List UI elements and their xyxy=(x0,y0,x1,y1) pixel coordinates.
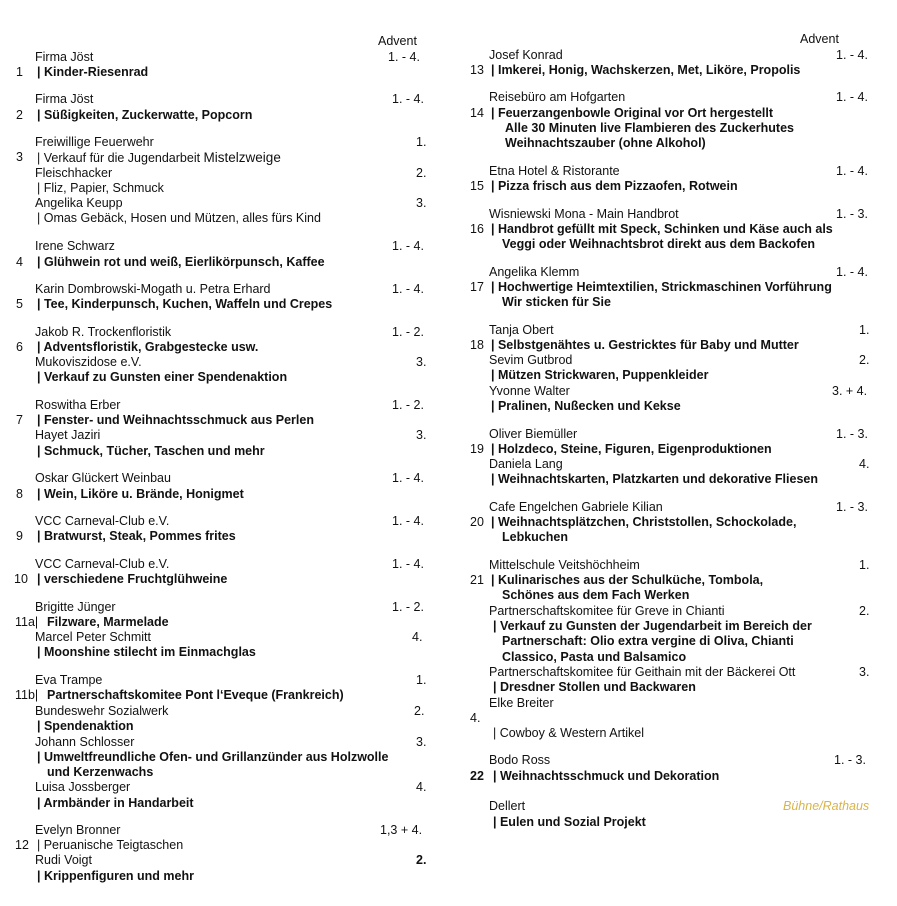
stand-number: 9 xyxy=(16,529,23,543)
vendor-description-cont: Partnerschaft: Olio extra vergine di Oliva, Chianti xyxy=(502,634,794,648)
vendor-name: Mittelschule Veitshöchheim xyxy=(489,558,640,572)
vendor-name: Johann Schlosser xyxy=(35,735,135,749)
vendor-days: 1. xyxy=(859,558,870,572)
vendor-description: | Hochwertige Heimtextilien, Strickmaschinen Vorführung xyxy=(491,280,832,294)
vendor-days: 1. - 4. xyxy=(836,265,868,279)
vendor-days: 1. - 2. xyxy=(392,398,424,412)
vendor-description: | Schmuck, Tücher, Taschen und mehr xyxy=(37,444,265,458)
stand-number: 4. xyxy=(470,711,481,725)
vendor-days: 1. - 4. xyxy=(392,514,424,528)
vendor-days: 1,3 + 4. xyxy=(380,823,423,837)
vendor-days: 1. - 3. xyxy=(834,753,866,767)
stand-number: 14 xyxy=(470,106,484,120)
vendor-description: | Dresdner Stollen und Backwaren xyxy=(493,680,696,694)
vendor-days: 3. xyxy=(416,735,427,749)
vendor-description-cont: und Kerzenwachs xyxy=(47,765,154,779)
vendor-days: 1. - 3. xyxy=(836,427,868,441)
stand-number: 19 xyxy=(470,442,484,456)
vendor-description: | Armbänder in Handarbeit xyxy=(37,796,194,810)
vendor-description: | Bratwurst, Steak, Pommes frites xyxy=(37,529,236,543)
vendor-days: 1. - 4. xyxy=(392,557,424,571)
vendor-description: | Pralinen, Nußecken und Kekse xyxy=(491,399,681,413)
vendor-description: | Pizza frisch aus dem Pizzaofen, Rotwein xyxy=(491,179,738,193)
vendor-days: 1. - 4. xyxy=(392,239,424,253)
vendor-description-cont: Veggi oder Weihnachtsbrot direkt aus dem Backofen xyxy=(502,237,816,251)
vendor-description: | Tee, Kinderpunsch, Kuchen, Waffeln und Crepes xyxy=(37,297,333,311)
vendor-days: 1. - 4. xyxy=(836,90,868,104)
vendor-name: Dellert xyxy=(489,799,526,813)
stand-number: 7 xyxy=(16,413,23,427)
vendor-days: 3. xyxy=(416,355,427,369)
vendor-description: | Kinder-Riesenrad xyxy=(37,65,149,79)
vendor-name: Hayet Jaziri xyxy=(35,428,101,442)
vendor-name: Partnerschaftskomitee für Greve in Chianti xyxy=(489,604,725,618)
vendor-days: 2. xyxy=(416,853,427,867)
vendor-name: VCC Carneval-Club e.V. xyxy=(35,514,170,528)
vendor-name: Marcel Peter Schmitt xyxy=(35,630,152,644)
vendor-name: Rudi Voigt xyxy=(35,853,92,867)
stand-number: 8 xyxy=(16,487,23,501)
vendor-description-cont: Lebkuchen xyxy=(502,530,568,544)
vendor-name: Reisebüro am Hofgarten xyxy=(489,90,626,104)
vendor-name: Mukoviszidose e.V. xyxy=(35,355,142,369)
vendor-description: | Süßigkeiten, Zuckerwatte, Popcorn xyxy=(37,108,253,122)
stand-number: 3 xyxy=(16,150,23,164)
location-label: Bühne/Rathaus xyxy=(783,799,870,813)
vendor-days: 1. xyxy=(859,323,870,337)
vendor-name: Evelyn Bronner xyxy=(35,823,121,837)
vendor-days: 1. - 4. xyxy=(392,471,424,485)
vendor-name: Angelika Keupp xyxy=(35,196,123,210)
vendor-description: | Moonshine stilecht im Einmachglas xyxy=(37,645,256,659)
vendor-description: | Weihnachtskarten, Platzkarten und dekorative Fliesen xyxy=(491,472,818,486)
vendor-name: Oskar Glückert Weinbau xyxy=(35,471,171,485)
vendor-description: | Fenster- und Weihnachtsschmuck aus Perlen xyxy=(37,413,314,427)
vendor-description: | Mützen Strickwaren, Puppenkleider xyxy=(491,368,709,382)
vendor-description: Partnerschaftskomitee Pont l‘Eveque (Frankreich) xyxy=(47,688,344,702)
vendor-name: Irene Schwarz xyxy=(35,239,115,253)
vendor-name: Eva Trampe xyxy=(35,673,103,687)
vendor-description: | Handbrot gefüllt mit Speck, Schinken und Käse auch als xyxy=(491,222,833,236)
vendor-days: 1. xyxy=(416,673,427,687)
vendor-description-cont: Alle 30 Minuten live Flambieren des Zuckerhutes xyxy=(505,121,794,135)
vendor-name: Firma Jöst xyxy=(35,50,94,64)
vendor-description: | Wein, Liköre u. Brände, Honigmet xyxy=(37,487,244,501)
vendor-description: | Holzdeco, Steine, Figuren, Eigenproduktionen xyxy=(491,442,772,456)
vendor-description: | Imkerei, Honig, Wachskerzen, Met, Liköre, Propolis xyxy=(491,63,801,77)
vendor-name: Brigitte Jünger xyxy=(35,600,116,614)
vendor-description xyxy=(37,150,281,166)
stand-number: 1 xyxy=(16,65,23,79)
vendor-description: | Peruanische Teigtaschen xyxy=(37,838,184,852)
stand-number: 4 xyxy=(16,255,23,269)
vendor-days: 2. xyxy=(859,353,870,367)
stand-number: 11b| xyxy=(15,688,39,702)
stand-number: 11a| xyxy=(15,615,39,629)
vendor-days: 1. - 3. xyxy=(836,500,868,514)
vendor-name: Elke Breiter xyxy=(489,696,554,710)
vendor-name: Jakob R. Trockenfloristik xyxy=(35,325,172,339)
vendor-days: 3. xyxy=(416,428,427,442)
vendor-name: Wisniewski Mona - Main Handbrot xyxy=(489,207,679,221)
stand-number: 20 xyxy=(470,515,484,529)
vendor-description: | Glühwein rot und weiß, Eierlikörpunsch, Kaffee xyxy=(37,255,325,269)
vendor-description: | verschiedene Fruchtglühweine xyxy=(37,572,228,586)
vendor-days: 1. - 4. xyxy=(388,50,420,64)
stand-number: 17 xyxy=(470,280,484,294)
vendor-name: Bundeswehr Sozialwerk xyxy=(35,704,169,718)
vendor-name: Roswitha Erber xyxy=(35,398,121,412)
stand-number: 21 xyxy=(470,573,484,587)
stand-number: 6 xyxy=(16,340,23,354)
vendor-description: | Cowboy & Western Artikel xyxy=(493,726,644,740)
stand-number: 22 xyxy=(470,769,484,783)
vendor-description: | Weihnachtsplätzchen, Christstollen, Schockolade, xyxy=(491,515,797,529)
vendor-days: 1. xyxy=(416,135,427,149)
stand-number: 18 xyxy=(470,338,484,352)
vendor-name: Partnerschaftskomitee für Geithain mit der Bäckerei Ott xyxy=(489,665,796,679)
vendor-description: | Fliz, Papier, Schmuck xyxy=(37,181,164,195)
vendor-name: Sevim Gutbrod xyxy=(489,353,573,367)
vendor-name: Karin Dombrowski-Mogath u. Petra Erhard xyxy=(35,282,271,296)
vendor-description: | Umweltfreundliche Ofen- und Grillanzünder aus Holzwolle xyxy=(37,750,389,764)
vendor-days: 3. xyxy=(416,196,427,210)
vendor-description-cont: Classico, Pasta und Balsamico xyxy=(502,650,687,664)
vendor-days: 1. - 2. xyxy=(392,325,424,339)
stand-number: 16 xyxy=(470,222,484,236)
vendor-description: | Kulinarisches aus der Schulküche, Tombola, xyxy=(491,573,764,587)
vendor-description: | Krippenfiguren und mehr xyxy=(37,869,194,883)
vendor-name: Daniela Lang xyxy=(489,457,563,471)
vendor-name: Etna Hotel & Ristorante xyxy=(489,164,620,178)
stand-number: 15 xyxy=(470,179,484,193)
vendor-description: | Omas Gebäck, Hosen und Mützen, alles fürs Kind xyxy=(37,211,321,225)
vendor-name: Yvonne Walter xyxy=(489,384,570,398)
vendor-days: 2. xyxy=(859,604,870,618)
vendor-days: 3. xyxy=(859,665,870,679)
vendor-description-cont: Wir sticken für Sie xyxy=(502,295,611,309)
vendor-description-cont: Weihnachtszauber (ohne Alkohol) xyxy=(505,136,706,150)
stand-number: 13 xyxy=(470,63,484,77)
vendor-name: Fleischhacker xyxy=(35,166,113,180)
vendor-days: 3. + 4. xyxy=(832,384,868,398)
vendor-description-cont: Schönes aus dem Fach Werken xyxy=(502,588,690,602)
vendor-name: Bodo Ross xyxy=(489,753,551,767)
stand-number: 2 xyxy=(16,108,23,122)
vendor-description: Filzware, Marmelade xyxy=(47,615,169,629)
vendor-days: 4. xyxy=(412,630,423,644)
stand-number: 12 xyxy=(15,838,29,852)
vendor-name: Oliver Biemüller xyxy=(489,427,578,441)
vendor-name: Freiwillige Feuerwehr xyxy=(35,135,154,149)
vendor-days: 2. xyxy=(416,166,427,180)
vendor-days: 1. - 4. xyxy=(836,48,868,62)
vendor-days: 2. xyxy=(414,704,425,718)
vendor-name: Cafe Engelchen Gabriele Kilian xyxy=(489,500,663,514)
vendor-description: | Verkauf zu Gunsten der Jugendarbeit im Bereich der xyxy=(493,619,812,633)
vendor-days: 1. - 3. xyxy=(836,207,868,221)
vendor-name: Josef Konrad xyxy=(489,48,563,62)
vendor-description: | Spendenaktion xyxy=(37,719,134,733)
vendor-name: VCC Carneval-Club e.V. xyxy=(35,557,170,571)
column-header: Advent xyxy=(800,32,839,46)
vendor-description: | Weihnachtsschmuck und Dekoration xyxy=(493,769,720,783)
vendor-description: | Adventsfloristik, Grabgestecke usw. xyxy=(37,340,259,354)
description-text: | Verkauf für die Jugendarbeit xyxy=(37,151,204,165)
column-header: Advent xyxy=(378,34,417,48)
vendor-days: 1. - 4. xyxy=(392,92,424,106)
vendor-description: | Verkauf zu Gunsten einer Spendenaktion xyxy=(37,370,288,384)
description-highlight: Mistelzweige xyxy=(203,150,281,165)
vendor-description: | Eulen und Sozial Projekt xyxy=(493,815,646,829)
vendor-description: | Selbstgenähtes u. Gestricktes für Baby und Mutter xyxy=(491,338,799,352)
vendor-days: 4. xyxy=(859,457,870,471)
vendor-days: 1. - 4. xyxy=(836,164,868,178)
vendor-name: Angelika Klemm xyxy=(489,265,580,279)
stand-number: 5 xyxy=(16,297,23,311)
vendor-days: 1. - 4. xyxy=(392,282,424,296)
vendor-days: 4. xyxy=(416,780,427,794)
vendor-description: | Feuerzangenbowle Original vor Ort hergestellt xyxy=(491,106,774,120)
vendor-name: Luisa Jossberger xyxy=(35,780,131,794)
stand-number: 10 xyxy=(14,572,28,586)
vendor-name: Tanja Obert xyxy=(489,323,554,337)
vendor-name: Firma Jöst xyxy=(35,92,94,106)
vendor-days: 1. - 2. xyxy=(392,600,424,614)
